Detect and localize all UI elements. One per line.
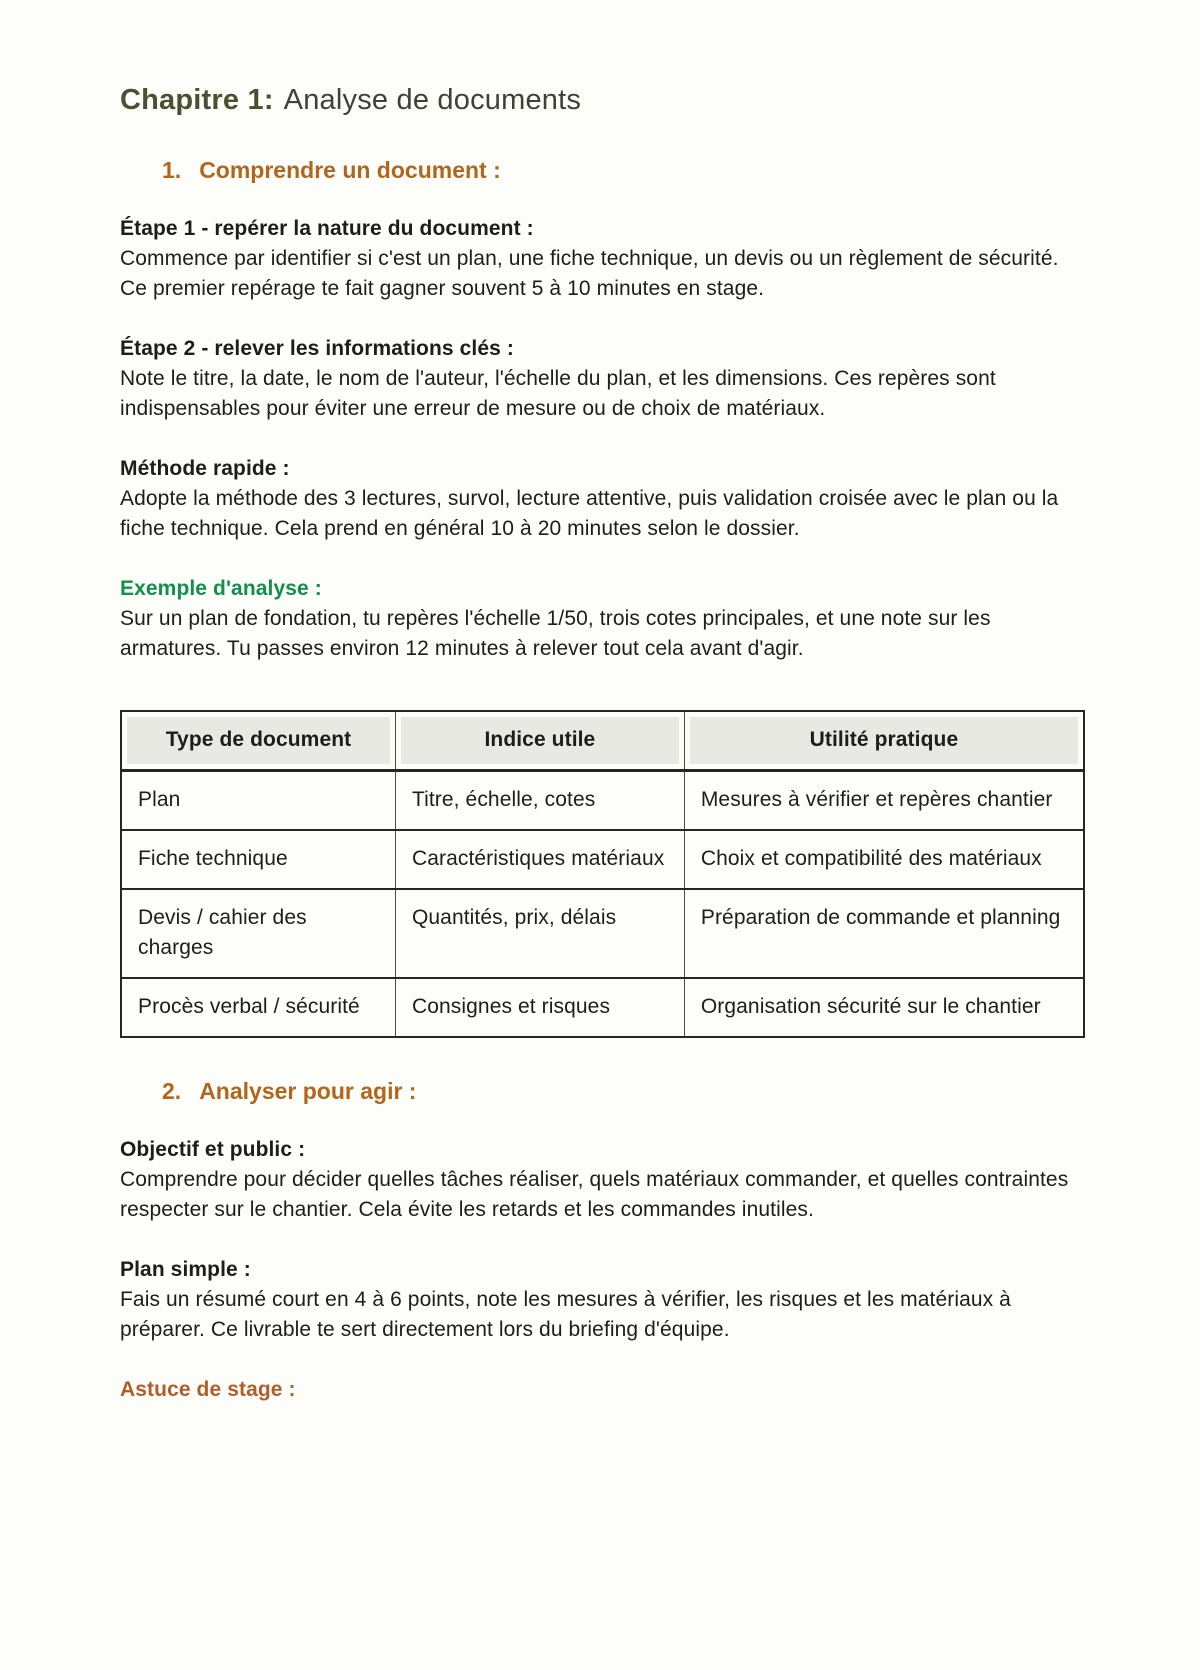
- section-number: 2.: [162, 1078, 182, 1104]
- block-label: Étape 1 - repérer la nature du document :: [120, 217, 534, 240]
- page-title: [120, 84, 1085, 117]
- block-plan-simple: [120, 1255, 1085, 1345]
- block-astuce-stage: [120, 1375, 1085, 1405]
- table-cell: Procès verbal / sécurité: [121, 978, 395, 1037]
- table-cell: Caractéristiques matériaux: [395, 830, 684, 889]
- block-body: Note le titre, la date, le nom de l'auteur, l'échelle du plan, et les dimensions. Ces repères sont indispensables pour éviter une erreur de mesure ou de choix de matériaux.: [120, 367, 996, 420]
- table-header-cell: [684, 711, 1084, 771]
- block-body: Commence par identifier si c'est un plan, une fiche technique, un devis ou un règlement de sécurité. Ce premier repérage te fait gagner souvent 5 à 10 minutes en stage.: [120, 247, 1059, 300]
- section-number: 1.: [162, 157, 182, 183]
- block-objectif-public: [120, 1135, 1085, 1225]
- block-etape-2: [120, 334, 1085, 424]
- table-cell: Organisation sécurité sur le chantier: [684, 978, 1084, 1037]
- table-cell: Choix et compatibilité des matériaux: [684, 830, 1084, 889]
- table-header-cell: [395, 711, 684, 771]
- block-body: Comprendre pour décider quelles tâches réaliser, quels matériaux commander, et quelles contraintes respecter sur le chantier. Cela évite les retards et les commandes inutiles.: [120, 1168, 1069, 1221]
- table-row: [121, 830, 1084, 889]
- table-header-row: [121, 711, 1084, 771]
- table-row: [121, 889, 1084, 978]
- section-heading-comprendre: [162, 157, 1085, 184]
- table-row: [121, 978, 1084, 1037]
- section-heading-text: Comprendre un document :: [199, 157, 501, 183]
- chapter-number-label: Chapitre 1:: [120, 84, 274, 116]
- table-cell: Mesures à vérifier et repères chantier: [684, 771, 1084, 831]
- block-label: Objectif et public :: [120, 1138, 306, 1161]
- section-heading-analyser: [162, 1078, 1085, 1105]
- block-label: Astuce de stage :: [120, 1378, 296, 1401]
- table-cell: Fiche technique: [121, 830, 395, 889]
- table-cell: Devis / cahier des charges: [121, 889, 395, 978]
- block-label: Étape 2 - relever les informations clés :: [120, 337, 514, 360]
- section-heading-text: Analyser pour agir :: [199, 1078, 417, 1104]
- block-label: Plan simple :: [120, 1258, 251, 1281]
- block-methode-rapide: [120, 454, 1085, 544]
- table-cell: Titre, échelle, cotes: [395, 771, 684, 831]
- column-header-utilite: Utilité pratique: [690, 717, 1078, 764]
- table-cell: Consignes et risques: [395, 978, 684, 1037]
- table-cell: Quantités, prix, délais: [395, 889, 684, 978]
- chapter-title-text: Analyse de documents: [283, 84, 582, 116]
- block-body: Adopte la méthode des 3 lectures, survol, lecture attentive, puis validation croisée avec le plan ou la fiche technique. Cela prend en général 10 à 20 minutes selon le dossier.: [120, 487, 1059, 540]
- block-label: Méthode rapide :: [120, 457, 290, 480]
- block-body: Sur un plan de fondation, tu repères l'échelle 1/50, trois cotes principales, et une note sur les armatures. Tu passes environ 12 minutes à relever tout cela avant d'agir.: [120, 607, 991, 660]
- column-header-indice: Indice utile: [401, 717, 679, 764]
- block-etape-1: [120, 214, 1085, 304]
- column-header-type: Type de document: [127, 717, 390, 764]
- table-cell: Plan: [121, 771, 395, 831]
- table-cell: Préparation de commande et planning: [684, 889, 1084, 978]
- document-types-table: [120, 710, 1085, 1038]
- block-body: Fais un résumé court en 4 à 6 points, note les mesures à vérifier, les risques et les matériaux à préparer. Ce livrable te sert directement lors du briefing d'équipe.: [120, 1288, 1011, 1341]
- table-row: [121, 771, 1084, 831]
- block-label: Exemple d'analyse :: [120, 577, 322, 600]
- table-header-cell: [121, 711, 395, 771]
- block-exemple-analyse: [120, 574, 1085, 664]
